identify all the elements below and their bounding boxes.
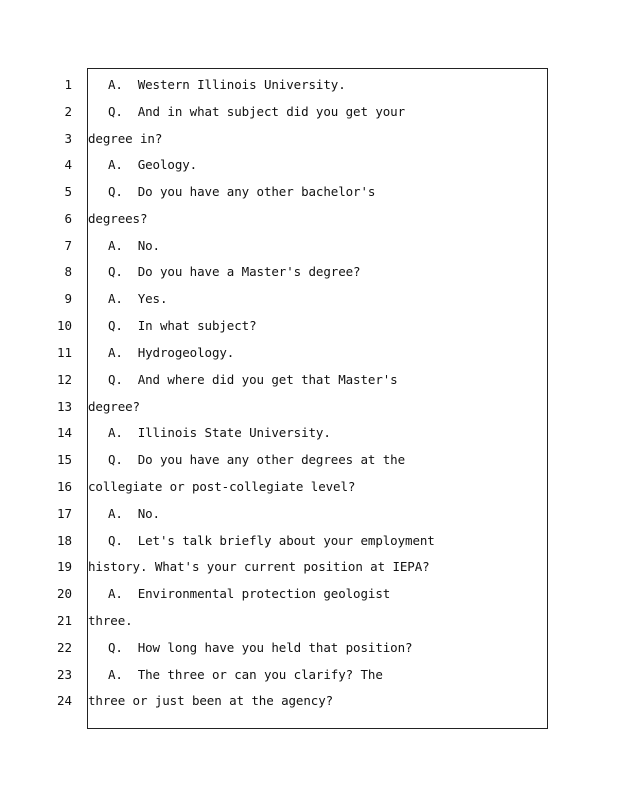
line-text: A. No. — [108, 238, 160, 253]
line-number: 3 — [64, 131, 72, 146]
line-text: A. Yes. — [108, 291, 168, 306]
line-number: 15 — [56, 452, 72, 467]
line-text: A. Environmental protection geologist — [108, 586, 391, 601]
line-text: A. Hydrogeology. — [108, 345, 235, 360]
line-text: Q. And in what subject did you get your — [108, 104, 406, 119]
transcript-line — [0, 262, 618, 282]
line-text: Q. How long have you held that position? — [108, 640, 413, 655]
line-text: A. Illinois State University. — [108, 425, 331, 440]
line-number: 11 — [56, 345, 72, 360]
line-number: 1 — [64, 77, 72, 92]
line-text: history. What's your current position at IEPA? — [88, 559, 430, 574]
line-text: Q. Let's talk briefly about your employment — [108, 533, 435, 548]
line-number: 23 — [56, 667, 72, 682]
line-text: Q. Do you have any other bachelor's — [108, 184, 376, 199]
line-text: degrees? — [88, 211, 148, 226]
line-text: Q. And where did you get that Master's — [108, 372, 398, 387]
line-number: 7 — [64, 238, 72, 253]
transcript-line — [0, 691, 618, 711]
line-text: A. No. — [108, 506, 160, 521]
line-text: degree in? — [88, 131, 163, 146]
transcript-line — [0, 531, 618, 551]
transcript-line — [0, 423, 618, 443]
line-number: 17 — [56, 506, 72, 521]
line-text: A. The three or can you clarify? The — [108, 667, 383, 682]
transcript-line — [0, 316, 618, 336]
line-number: 20 — [56, 586, 72, 601]
transcript-line — [0, 209, 618, 229]
line-number: 16 — [56, 479, 72, 494]
line-number: 2 — [64, 104, 72, 119]
line-text: three. — [88, 613, 133, 628]
transcript-line — [0, 102, 618, 122]
transcript-line — [0, 129, 618, 149]
line-number: 14 — [56, 425, 72, 440]
transcript-line — [0, 289, 618, 309]
line-number: 8 — [64, 264, 72, 279]
transcript-line — [0, 477, 618, 497]
transcript-line — [0, 75, 618, 95]
line-number: 6 — [64, 211, 72, 226]
transcript-line — [0, 450, 618, 470]
transcript-line — [0, 557, 618, 577]
transcript-line — [0, 182, 618, 202]
line-number: 13 — [56, 399, 72, 414]
line-text: Q. Do you have any other degrees at the — [108, 452, 406, 467]
line-number: 5 — [64, 184, 72, 199]
line-number: 12 — [56, 372, 72, 387]
line-text: Q. Do you have a Master's degree? — [108, 264, 361, 279]
transcript-line — [0, 236, 618, 256]
transcript-line — [0, 155, 618, 175]
line-number: 18 — [56, 533, 72, 548]
line-text: collegiate or post-collegiate level? — [88, 479, 356, 494]
line-number: 24 — [56, 693, 72, 708]
line-number: 21 — [56, 613, 72, 628]
line-number: 9 — [64, 291, 72, 306]
line-text: degree? — [88, 399, 140, 414]
line-text: Q. In what subject? — [108, 318, 257, 333]
line-number: 4 — [64, 157, 72, 172]
transcript-line — [0, 638, 618, 658]
transcript-line — [0, 343, 618, 363]
line-text: A. Geology. — [108, 157, 198, 172]
line-text: A. Western Illinois University. — [108, 77, 346, 92]
transcript-line — [0, 584, 618, 604]
transcript-line — [0, 504, 618, 524]
transcript-line — [0, 665, 618, 685]
line-number: 10 — [56, 318, 72, 333]
line-number: 22 — [56, 640, 72, 655]
line-text: three or just been at the agency? — [88, 693, 334, 708]
transcript-line — [0, 370, 618, 390]
line-number: 19 — [56, 559, 72, 574]
transcript-line — [0, 397, 618, 417]
transcript-line — [0, 611, 618, 631]
